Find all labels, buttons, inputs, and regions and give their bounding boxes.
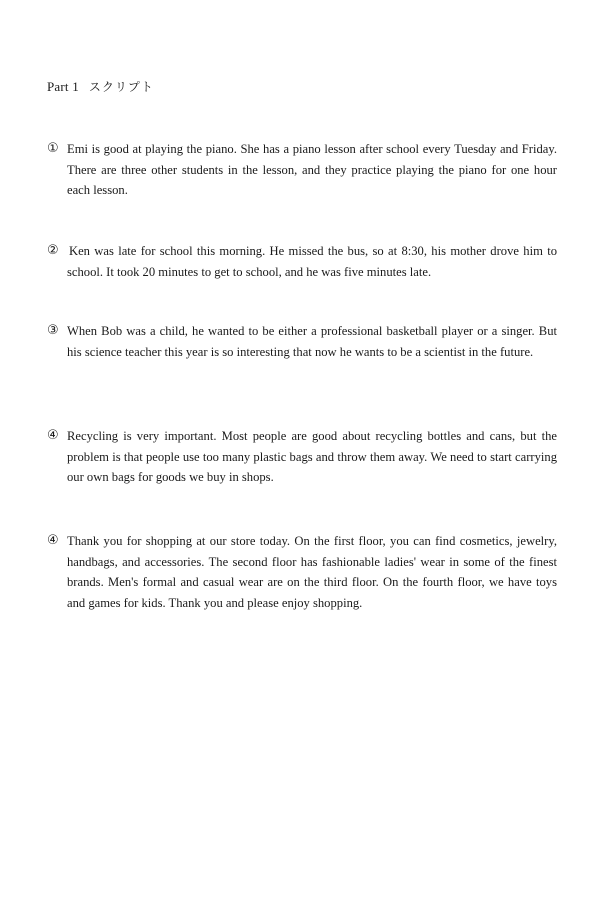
page-title [47,78,154,95]
item-number: ③ [47,323,59,338]
item-text: Emi is good at playing the piano. She has a piano lesson after school every Tuesday and Friday. There are three other students in the lesson, and they practice playing the piano for one hour each lesson. [67,142,557,197]
item-text: Thank you for shopping at our store today. On the first floor, you can find cosmetics, jewelry, handbags, and accessories. The second floor has fashionable ladies' wear in some of the finest brands. Men's formal and casual wear are on the third floor. On the fourth floor, we have toys and games for kids. Thank you and please enjoy shopping. [67,534,557,610]
item-number: ① [47,141,59,156]
part-label: Part 1 [47,79,79,94]
script-item [47,321,557,362]
item-number: ④ [47,428,59,443]
item-number: ④ [47,533,59,548]
script-item [47,426,557,488]
item-text: When Bob was a child, he wanted to be either a professional basketball player or a singer. But his science teacher this year is so interesting that now he wants to be a scientist in the future. [67,324,557,359]
script-item [47,139,557,201]
script-item [47,241,557,282]
script-label: スクリプト [88,80,154,94]
item-number: ② [47,243,59,258]
item-text: Recycling is very important. Most people are good about recycling bottles and cans, but the problem is that people use too many plastic bags and throw them away. We need to start carrying our own bags for goods we buy in shops. [67,429,557,484]
script-item [47,531,557,613]
item-text: Ken was late for school this morning. He missed the bus, so at 8:30, his mother drove him to school. It took 20 minutes to get to school, and he was five minutes late. [67,244,557,279]
